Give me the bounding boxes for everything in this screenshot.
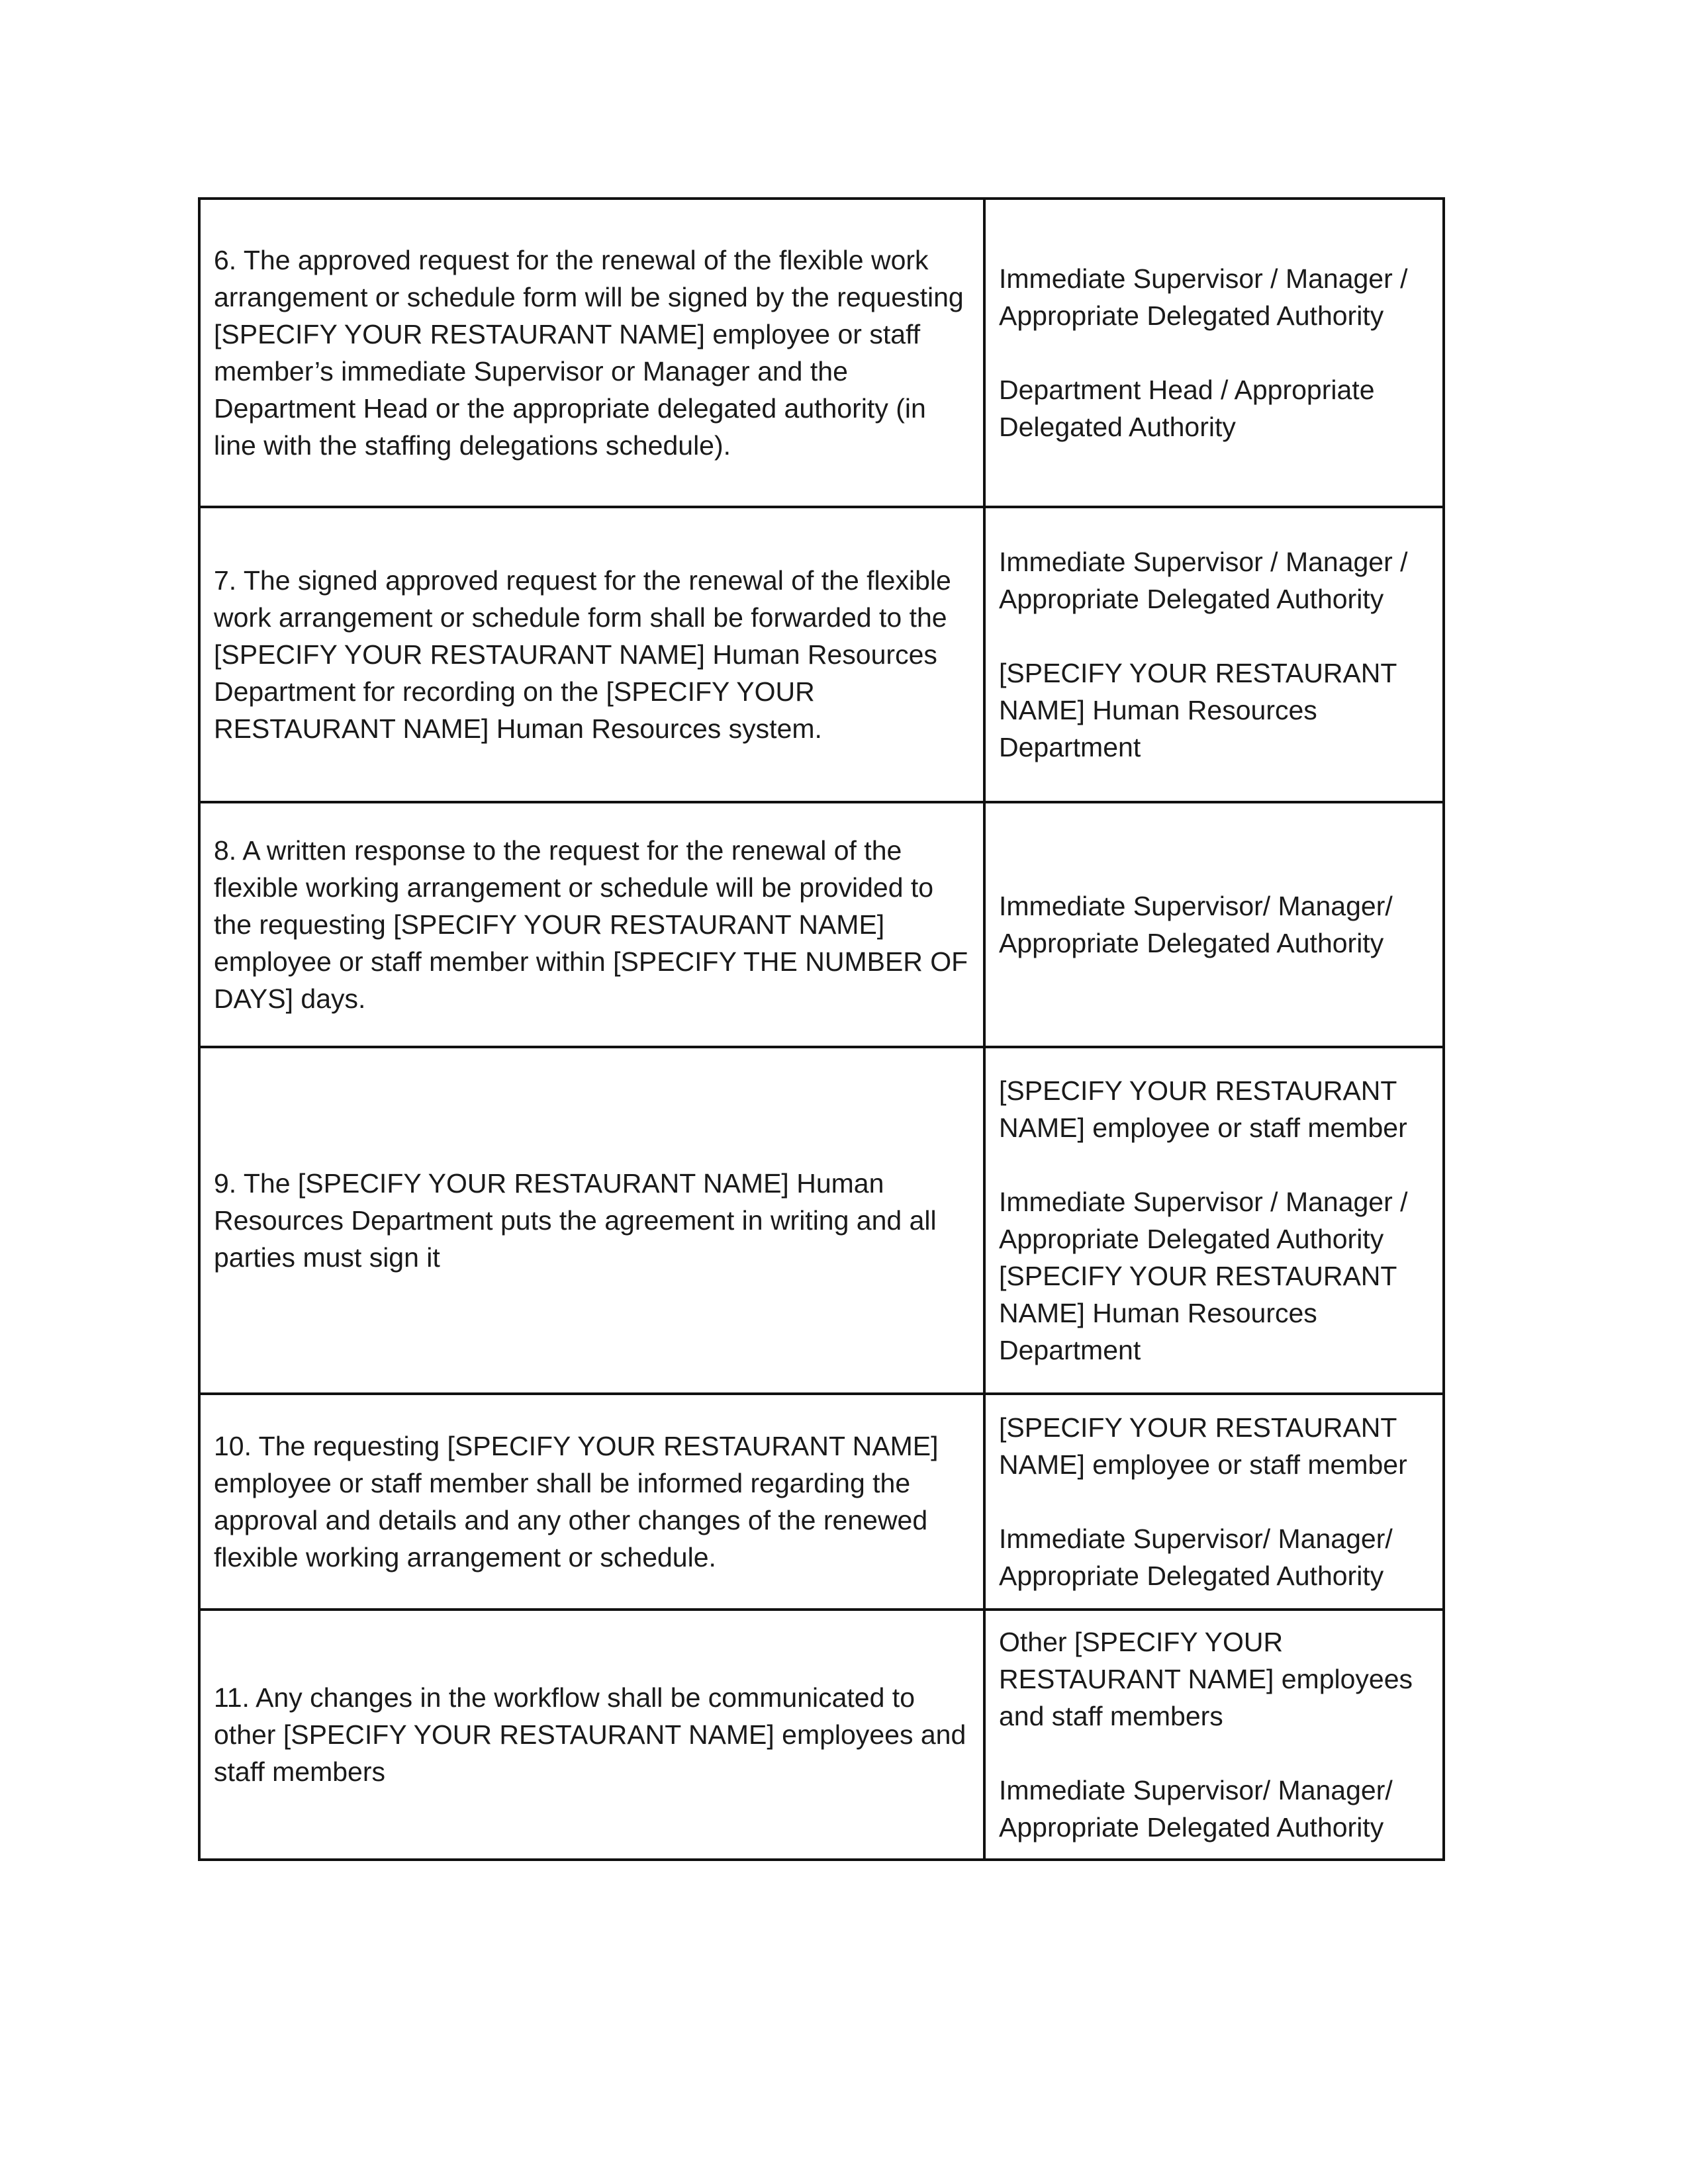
responsible-party: [SPECIFY YOUR RESTAURANT NAME] employee or staff member — [999, 1412, 1407, 1480]
responsible-party: [SPECIFY YOUR RESTAURANT NAME] Human Resources Department — [999, 658, 1397, 762]
table-row — [199, 1047, 1444, 1394]
responsible-party: [SPECIFY YOUR RESTAURANT NAME] employee or staff member — [999, 1075, 1407, 1143]
table-row — [199, 802, 1444, 1047]
responsible-party: Immediate Supervisor/ Manager/ Appropriate Delegated Authority — [999, 1524, 1393, 1591]
responsible-party-cell — [984, 507, 1444, 802]
blank-line — [999, 1483, 1428, 1520]
blank-line — [999, 617, 1428, 655]
responsible-party: Immediate Supervisor / Manager / Appropriate Delegated Authority — [999, 1187, 1408, 1254]
step-description: 6. The approved request for the renewal of the flexible work arrangement or schedule form will be signed by the requesting [SPECIFY YOUR RESTAURANT NAME] employee or staff member’s immediate Supervisor or Manager and the Department Head or the appropriate delegated authority (in line with the staffing delegations schedule). — [199, 199, 984, 507]
step-description: 8. A written response to the request for the renewal of the flexible working arrangement or schedule will be provided to the requesting [SPECIFY YOUR RESTAURANT NAME] employee or staff member within [SPECIFY THE NUMBER OF DAYS] days. — [199, 802, 984, 1047]
blank-line — [999, 334, 1428, 371]
responsible-party: [SPECIFY YOUR RESTAURANT NAME] Human Resources Department — [999, 1261, 1397, 1365]
responsible-party: Immediate Supervisor/ Manager/ Appropriate Delegated Authority — [999, 891, 1393, 958]
procedure-table — [198, 197, 1445, 1861]
responsible-party: Immediate Supervisor / Manager / Appropriate Delegated Authority — [999, 547, 1408, 614]
table-row — [199, 1610, 1444, 1860]
blank-line — [999, 1735, 1428, 1772]
responsible-party: Immediate Supervisor / Manager / Appropriate Delegated Authority — [999, 263, 1408, 331]
responsible-party: Other [SPECIFY YOUR RESTAURANT NAME] employees and staff members — [999, 1627, 1413, 1731]
responsible-party: Department Head / Appropriate Delegated Authority — [999, 375, 1375, 442]
step-description: 7. The signed approved request for the renewal of the flexible work arrangement or schedule form shall be forwarded to the [SPECIFY YOUR RESTAURANT NAME] Human Resources Department for recording on the [SPECIFY YOUR RESTAURANT NAME] Human Resources system. — [199, 507, 984, 802]
step-description: 9. The [SPECIFY YOUR RESTAURANT NAME] Human Resources Department puts the agreement in writing and all parties must sign it — [199, 1047, 984, 1394]
table-row — [199, 1394, 1444, 1610]
responsible-party-cell — [984, 1610, 1444, 1860]
step-description: 11. Any changes in the workflow shall be communicated to other [SPECIFY YOUR RESTAURANT NAME] employees and staff members — [199, 1610, 984, 1860]
responsible-party-cell — [984, 802, 1444, 1047]
step-description: 10. The requesting [SPECIFY YOUR RESTAURANT NAME] employee or staff member shall be informed regarding the approval and details and any other changes of the renewed flexible working arrangement or schedule. — [199, 1394, 984, 1610]
responsible-party-cell — [984, 199, 1444, 507]
responsible-party-cell — [984, 1047, 1444, 1394]
blank-line — [999, 1146, 1428, 1183]
responsible-party: Immediate Supervisor/ Manager/ Appropriate Delegated Authority — [999, 1775, 1393, 1843]
responsible-party-cell — [984, 1394, 1444, 1610]
table-row — [199, 507, 1444, 802]
table-row — [199, 199, 1444, 507]
